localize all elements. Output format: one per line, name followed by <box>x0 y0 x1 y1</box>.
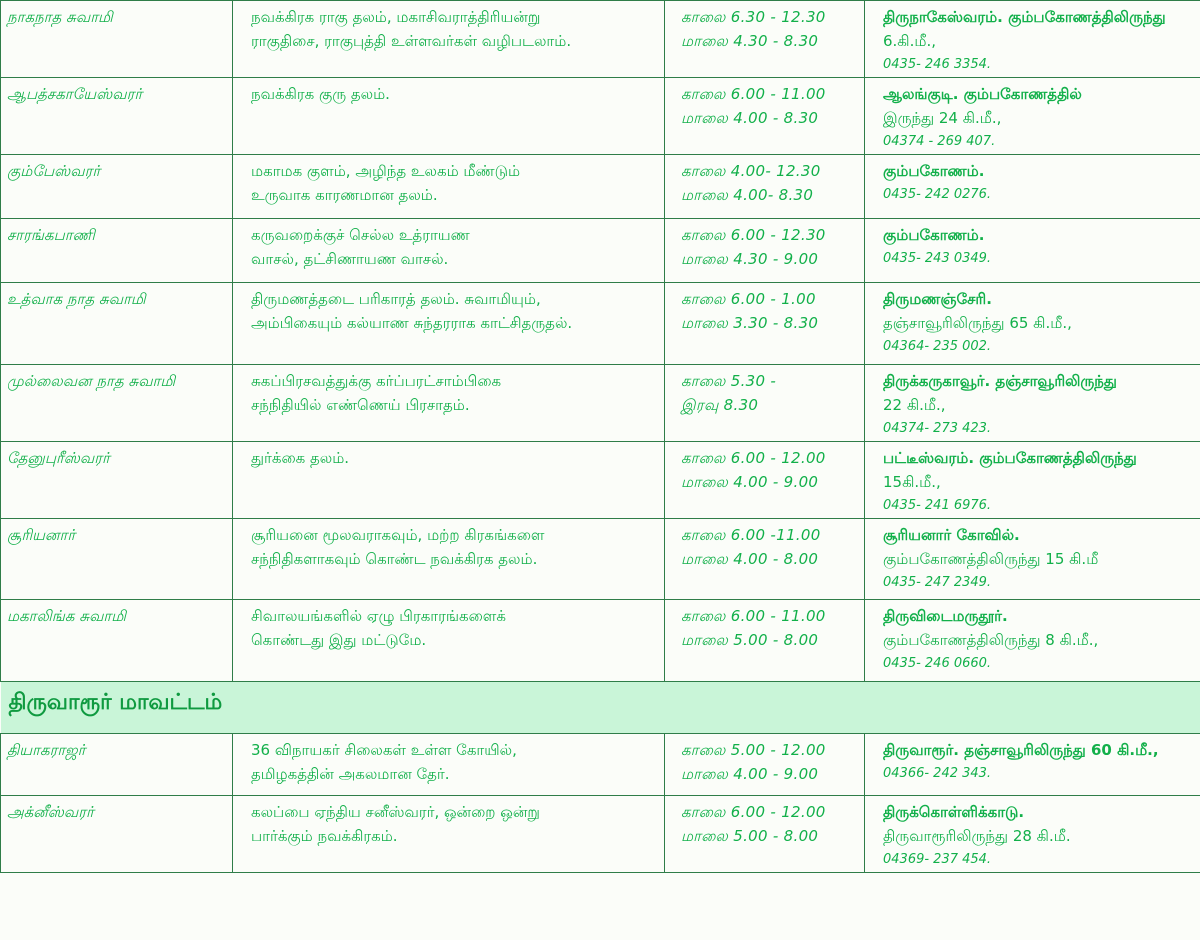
location-line: 6.கி.மீ., <box>883 32 937 50</box>
location-line: திருவாரூரிலிருந்து 28 கி.மீ. <box>883 827 1071 845</box>
significance-line: சிவாலயங்களில் ஏழு பிரகாரங்களைக் <box>251 607 506 625</box>
location-line: திருவாரூர். தஞ்சாவூரிலிருந்து 60 கி.மீ., <box>883 741 1159 759</box>
temple-location-cell <box>865 734 1200 796</box>
phone-number: 0435- 243 0349. <box>883 251 992 266</box>
significance-line: மகாமக குளம், அழிந்த உலகம் மீண்டும் <box>251 162 521 180</box>
significance-line: கொண்டது இது மட்டுமே. <box>251 631 427 649</box>
temple-significance-cell <box>233 78 665 155</box>
timing-line: மாலை 4.00- 8.30 <box>681 186 814 204</box>
significance-line: சுகப்பிரசவத்துக்கு கர்ப்பரட்சாம்பிகை <box>251 372 502 390</box>
temple-name: சூரியனார் <box>7 526 76 544</box>
temple-significance-cell <box>233 442 665 519</box>
temple-significance-cell <box>233 219 665 283</box>
phone-number: 0435- 247 2349. <box>883 575 992 590</box>
phone-number: 0435- 246 3354. <box>883 57 992 72</box>
district-heading: திருவாரூர் மாவட்டம் <box>8 690 223 715</box>
phone-number: 04374- 273 423. <box>883 421 992 436</box>
timing-line: காலை 6.00 - 11.00 <box>681 85 826 103</box>
phone-number: 04366- 242 343. <box>883 766 992 781</box>
temple-name: உத்வாக நாத சுவாமி <box>7 290 146 308</box>
temple-significance-cell <box>233 519 665 600</box>
temple-name: கும்பேஸ்வரர் <box>7 162 101 180</box>
district-heading-row <box>1 682 1200 734</box>
temple-location-cell <box>865 365 1200 442</box>
timing-line: மாலை 4.00 - 9.00 <box>681 765 819 783</box>
temple-significance-cell <box>233 365 665 442</box>
temple-timing-cell <box>665 600 865 682</box>
temple-row <box>1 283 1200 365</box>
significance-line: திருமணத்தடை பரிகாரத் தலம். சுவாமியும், <box>251 290 541 308</box>
temple-name-cell <box>1 155 233 219</box>
temple-significance-cell <box>233 155 665 219</box>
significance-line: நவக்கிரக குரு தலம். <box>251 85 390 103</box>
temple-name: ஆபத்சகாயேஸ்வரர் <box>7 85 143 103</box>
timing-line: காலை 6.00 -11.00 <box>681 526 821 544</box>
temple-location-cell <box>865 442 1200 519</box>
temple-location-cell <box>865 219 1200 283</box>
temple-name-cell <box>1 78 233 155</box>
temple-name-cell <box>1 519 233 600</box>
temple-location-cell <box>865 283 1200 365</box>
temple-name: தியாகராஜர் <box>7 741 86 759</box>
temple-significance-cell <box>233 1 665 78</box>
significance-line: தமிழகத்தின் அகலமான தேர். <box>251 765 450 783</box>
location-line: 15கி.மீ., <box>883 473 941 491</box>
significance-line: கலப்பை ஏந்திய சனீஸ்வரர், ஒன்றை ஒன்று <box>251 803 540 821</box>
significance-line: அம்பிகையும் கல்யாண சுந்தரராக காட்சிதருதல். <box>251 314 573 332</box>
location-line: 22 கி.மீ., <box>883 396 946 414</box>
timing-line: காலை 5.00 - 12.00 <box>681 741 826 759</box>
location-line: கும்பகோணம். <box>883 226 985 244</box>
temple-timing-cell <box>665 283 865 365</box>
location-line: ஆலங்குடி. கும்பகோணத்தில் <box>883 85 1082 103</box>
temple-timing-cell <box>665 365 865 442</box>
phone-number: 0435- 241 6976. <box>883 498 992 513</box>
timing-line: காலை 6.30 - 12.30 <box>681 8 826 26</box>
temple-timing-cell <box>665 796 865 873</box>
temple-name: நாகநாத சுவாமி <box>7 8 113 26</box>
timing-line: இரவு 8.30 <box>681 396 759 414</box>
temple-timing-cell <box>665 155 865 219</box>
location-line: திருமணஞ்சேரி. <box>883 290 992 308</box>
temple-significance-cell <box>233 734 665 796</box>
temple-row <box>1 219 1200 283</box>
timing-line: காலை 6.00 - 12.00 <box>681 803 826 821</box>
temple-row <box>1 600 1200 682</box>
temple-row <box>1 796 1200 873</box>
phone-number: 04369- 237 454. <box>883 852 992 867</box>
significance-line: சூரியனை மூலவராகவும், மற்ற கிரகங்களை <box>251 526 545 544</box>
temple-location-cell <box>865 796 1200 873</box>
temple-name-cell <box>1 219 233 283</box>
temple-name: அக்னீஸ்வரர் <box>7 803 94 821</box>
temple-row <box>1 519 1200 600</box>
temple-row <box>1 1 1200 78</box>
temple-location-cell <box>865 78 1200 155</box>
phone-number: 04364- 235 002. <box>883 339 992 354</box>
temple-significance-cell <box>233 600 665 682</box>
significance-line: ராகுதிசை, ராகுபுத்தி உள்ளவர்கள் வழிபடலாம். <box>251 32 572 50</box>
temple-timing-cell <box>665 442 865 519</box>
timing-line: காலை 6.00 - 12.00 <box>681 449 826 467</box>
location-line: திருக்கொள்ளிக்காடு. <box>883 803 1025 821</box>
significance-line: பார்க்கும் நவக்கிரகம். <box>251 827 398 845</box>
location-line: திருநாகேஸ்வரம். கும்பகோணத்திலிருந்து <box>883 8 1166 26</box>
location-line: சூரியனார் கோவில். <box>883 526 1020 544</box>
temple-name: சாரங்கபாணி <box>7 226 95 244</box>
timing-line: மாலை 5.00 - 8.00 <box>681 631 819 649</box>
significance-line: சந்நிதிகளாகவும் கொண்ட நவக்கிரக தலம். <box>251 550 538 568</box>
significance-line: வாசல், தட்சிணாயண வாசல். <box>251 250 449 268</box>
location-line: கும்பகோணத்திலிருந்து 15 கி.மீ <box>883 550 1099 568</box>
temple-name-cell <box>1 600 233 682</box>
temple-timing-cell <box>665 1 865 78</box>
temple-row <box>1 442 1200 519</box>
timing-line: மாலை 4.30 - 8.30 <box>681 32 819 50</box>
significance-line: துர்க்கை தலம். <box>251 449 350 467</box>
timing-line: காலை 4.00- 12.30 <box>681 162 821 180</box>
phone-number: 0435- 242 0276. <box>883 187 992 202</box>
location-line: இருந்து 24 கி.மீ., <box>883 109 1002 127</box>
temple-name-cell <box>1 734 233 796</box>
temple-location-cell <box>865 600 1200 682</box>
significance-line: உருவாக காரணமான தலம். <box>251 186 438 204</box>
timing-line: மாலை 4.30 - 9.00 <box>681 250 819 268</box>
location-line: கும்பகோணம். <box>883 162 985 180</box>
temple-timing-cell <box>665 519 865 600</box>
timing-line: மாலை 4.00 - 8.00 <box>681 550 819 568</box>
location-line: கும்பகோணத்திலிருந்து 8 கி.மீ., <box>883 631 1099 649</box>
temple-name-cell <box>1 796 233 873</box>
temple-location-cell <box>865 155 1200 219</box>
temple-timing-cell <box>665 78 865 155</box>
location-line: பட்டீஸ்வரம். கும்பகோணத்திலிருந்து <box>883 449 1137 467</box>
temple-significance-cell <box>233 796 665 873</box>
temple-row <box>1 365 1200 442</box>
temple-name: முல்லைவன நாத சுவாமி <box>7 372 176 390</box>
temple-location-cell <box>865 519 1200 600</box>
temple-name: தேனுபுரீஸ்வரர் <box>7 449 110 467</box>
district-heading-cell <box>1 682 1200 734</box>
significance-line: கருவறைக்குச் செல்ல உத்ராயண <box>251 226 470 244</box>
significance-line: 36 விநாயகர் சிலைகள் உள்ள கோயில், <box>251 741 517 759</box>
temple-significance-cell <box>233 283 665 365</box>
timing-line: காலை 6.00 - 12.30 <box>681 226 826 244</box>
temple-row <box>1 734 1200 796</box>
timing-line: காலை 6.00 - 11.00 <box>681 607 826 625</box>
phone-number: 0435- 246 0660. <box>883 656 992 671</box>
temple-timing-cell <box>665 734 865 796</box>
temple-name: மகாலிங்க சுவாமி <box>7 607 127 625</box>
temple-name-cell <box>1 442 233 519</box>
timing-line: மாலை 4.00 - 9.00 <box>681 473 819 491</box>
temple-name-cell <box>1 283 233 365</box>
timing-line: மாலை 3.30 - 8.30 <box>681 314 819 332</box>
temple-table-body <box>1 1 1200 873</box>
temple-name-cell <box>1 1 233 78</box>
location-line: தஞ்சாவூரிலிருந்து 65 கி.மீ., <box>883 314 1072 332</box>
significance-line: சந்நிதியில் எண்ணெய் பிரசாதம். <box>251 396 470 414</box>
temple-location-cell <box>865 1 1200 78</box>
location-line: திருக்கருகாவூர். தஞ்சாவூரிலிருந்து <box>883 372 1117 390</box>
location-line: திருவிடைமருதூர். <box>883 607 1008 625</box>
temple-name-cell <box>1 365 233 442</box>
phone-number: 04374 - 269 407. <box>883 134 996 149</box>
significance-line: நவக்கிரக ராகு தலம், மகாசிவராத்திரியன்று <box>251 8 541 26</box>
timing-line: காலை 5.30 - <box>681 372 777 390</box>
temple-row <box>1 155 1200 219</box>
timing-line: மாலை 4.00 - 8.30 <box>681 109 819 127</box>
temple-row <box>1 78 1200 155</box>
timing-line: மாலை 5.00 - 8.00 <box>681 827 819 845</box>
temple-timing-cell <box>665 219 865 283</box>
timing-line: காலை 6.00 - 1.00 <box>681 290 816 308</box>
